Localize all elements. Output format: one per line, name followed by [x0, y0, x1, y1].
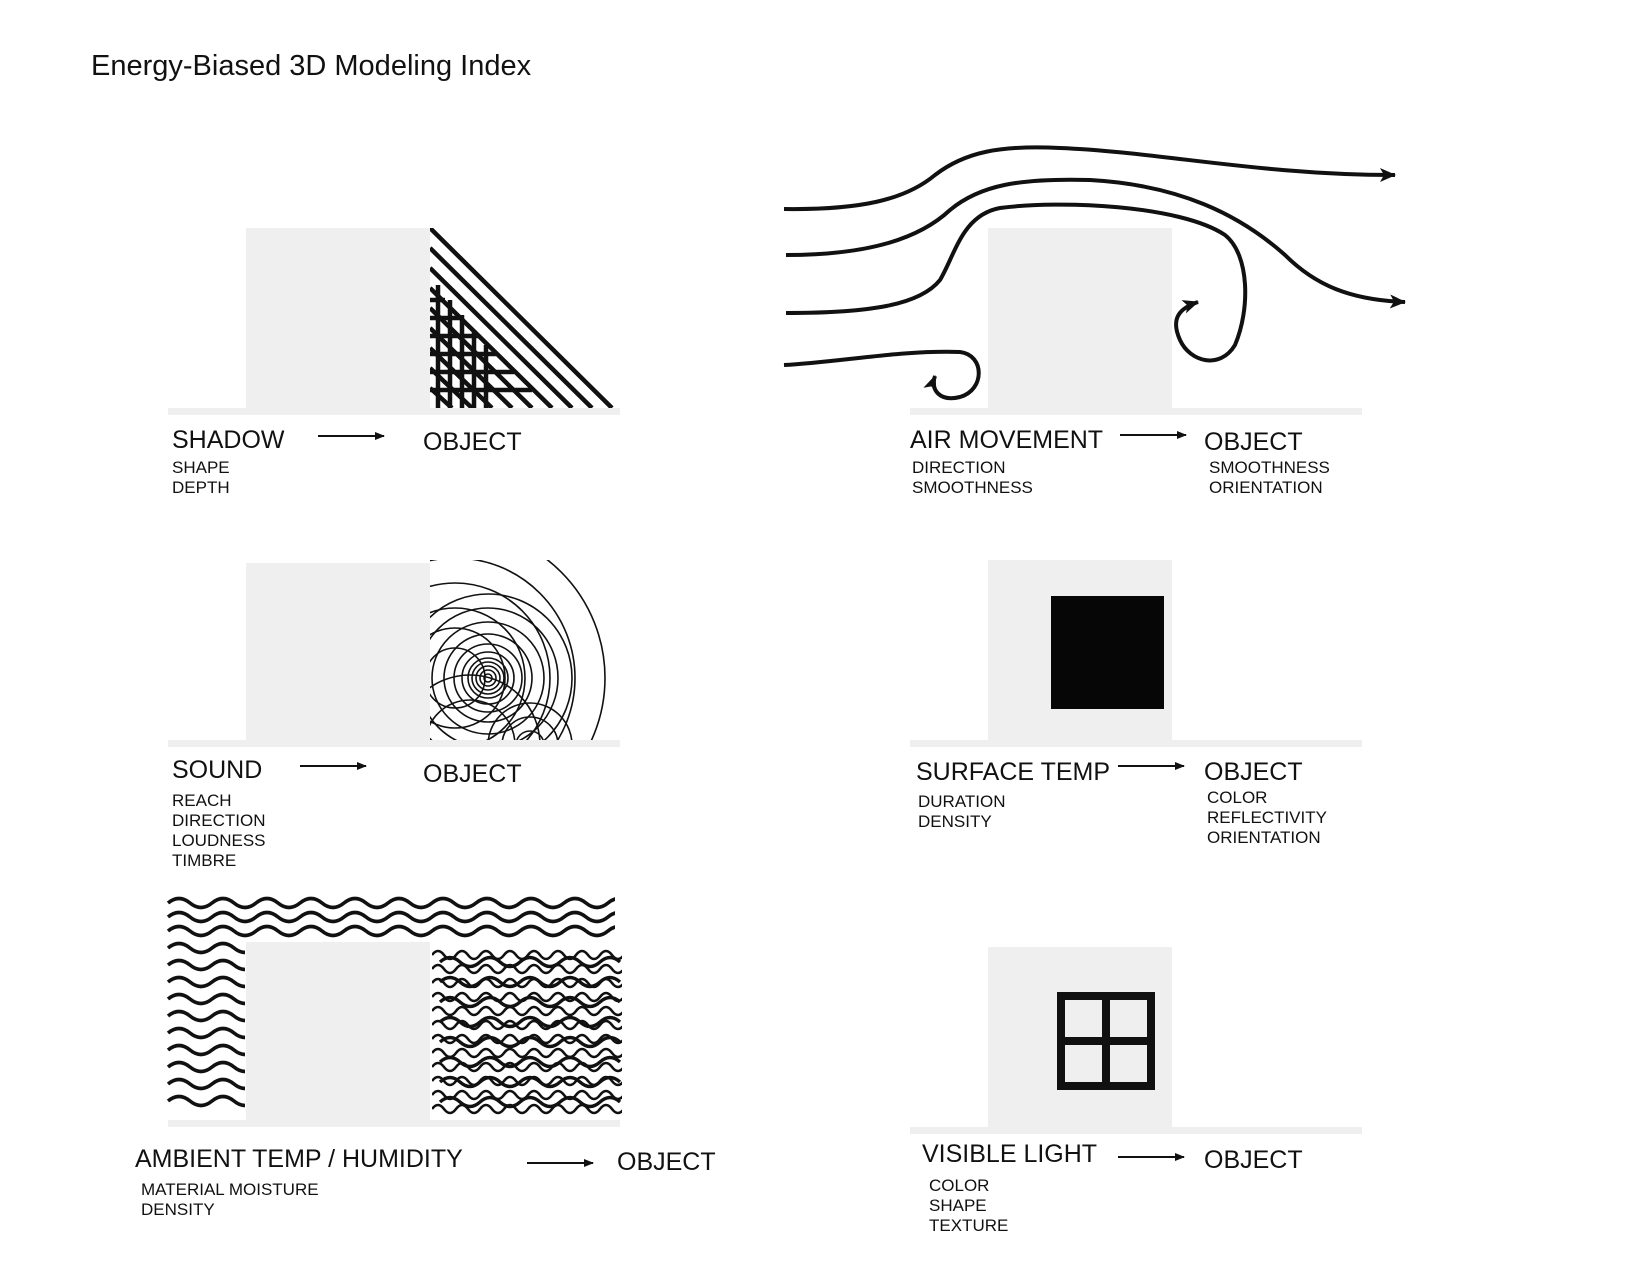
- air-object-block: [988, 228, 1172, 408]
- page-title: Energy-Biased 3D Modeling Index: [91, 50, 532, 82]
- ambient-attr: MATERIAL MOISTURE: [141, 1180, 319, 1199]
- ambient-attr: DENSITY: [141, 1200, 215, 1219]
- air-source-attrs: [912, 458, 1033, 498]
- air-target-attrs: [1209, 458, 1330, 498]
- shadow-panel: [168, 228, 620, 436]
- light-attr: COLOR: [929, 1176, 990, 1195]
- air-panel: [784, 147, 1405, 435]
- surface-source-attr: DENSITY: [918, 812, 992, 831]
- humidity-waves-top: [168, 899, 630, 936]
- ambient-target-label: OBJECT: [617, 1148, 716, 1176]
- surface-target-label: OBJECT: [1204, 758, 1303, 786]
- light-attr: TEXTURE: [929, 1216, 1009, 1235]
- surface-heat-square: [1051, 596, 1164, 709]
- shadow-target-label: OBJECT: [423, 428, 522, 456]
- ambient-panel: [168, 899, 630, 1164]
- air-source-label: AIR MOVEMENT: [910, 426, 1104, 454]
- ambient-source-attrs: [141, 1180, 319, 1220]
- air-source-attr: DIRECTION: [912, 458, 1006, 477]
- sound-attr: REACH: [172, 791, 232, 810]
- sound-attr: LOUDNESS: [172, 831, 266, 850]
- shadow-attr: SHAPE: [172, 458, 230, 477]
- sound-ground-line: [168, 740, 620, 747]
- humidity-waves-right: [432, 951, 624, 1113]
- surface-ground-line: [910, 740, 1362, 747]
- surface-panel: [910, 560, 1362, 766]
- light-source-label: VISIBLE LIGHT: [922, 1140, 1098, 1168]
- ambient-ground-line: [168, 1120, 620, 1127]
- sound-source-label: SOUND: [172, 756, 263, 784]
- shadow-attr: DEPTH: [172, 478, 230, 497]
- air-source-attr: SMOOTHNESS: [912, 478, 1033, 497]
- air-target-attr: SMOOTHNESS: [1209, 458, 1330, 477]
- air-target-attr: ORIENTATION: [1209, 478, 1323, 497]
- surface-source-label: SURFACE TEMP: [916, 758, 1111, 786]
- sound-target-label: OBJECT: [423, 760, 522, 788]
- air-target-label: OBJECT: [1204, 428, 1303, 456]
- surface-source-attrs: [918, 792, 1006, 832]
- sound-attr: TIMBRE: [172, 851, 237, 870]
- light-attr: SHAPE: [929, 1196, 987, 1215]
- surface-target-attrs: [1207, 788, 1327, 848]
- shadow-object-block: [246, 228, 430, 408]
- light-target-label: OBJECT: [1204, 1146, 1303, 1174]
- surface-target-attr: REFLECTIVITY: [1207, 808, 1327, 827]
- shadow-ground-line: [168, 408, 620, 415]
- shadow-source-attrs: [172, 458, 230, 498]
- ambient-object-block: [246, 942, 430, 1120]
- ambient-source-label: AMBIENT TEMP / HUMIDITY: [135, 1145, 463, 1173]
- humidity-waves-left: [168, 944, 256, 1106]
- shadow-hatch: [430, 228, 612, 408]
- surface-target-attr: COLOR: [1207, 788, 1268, 807]
- sound-source-attrs: [172, 791, 266, 871]
- light-source-attrs: [929, 1176, 1008, 1236]
- surface-target-attr: ORIENTATION: [1207, 828, 1321, 847]
- light-ground-line: [910, 1127, 1362, 1134]
- sound-object-block: [246, 563, 430, 740]
- surface-source-attr: DURATION: [918, 792, 1006, 811]
- light-panel: [910, 947, 1362, 1157]
- shadow-source-label: SHADOW: [172, 426, 285, 454]
- sound-attr: DIRECTION: [172, 811, 266, 830]
- air-ground-line: [910, 408, 1362, 415]
